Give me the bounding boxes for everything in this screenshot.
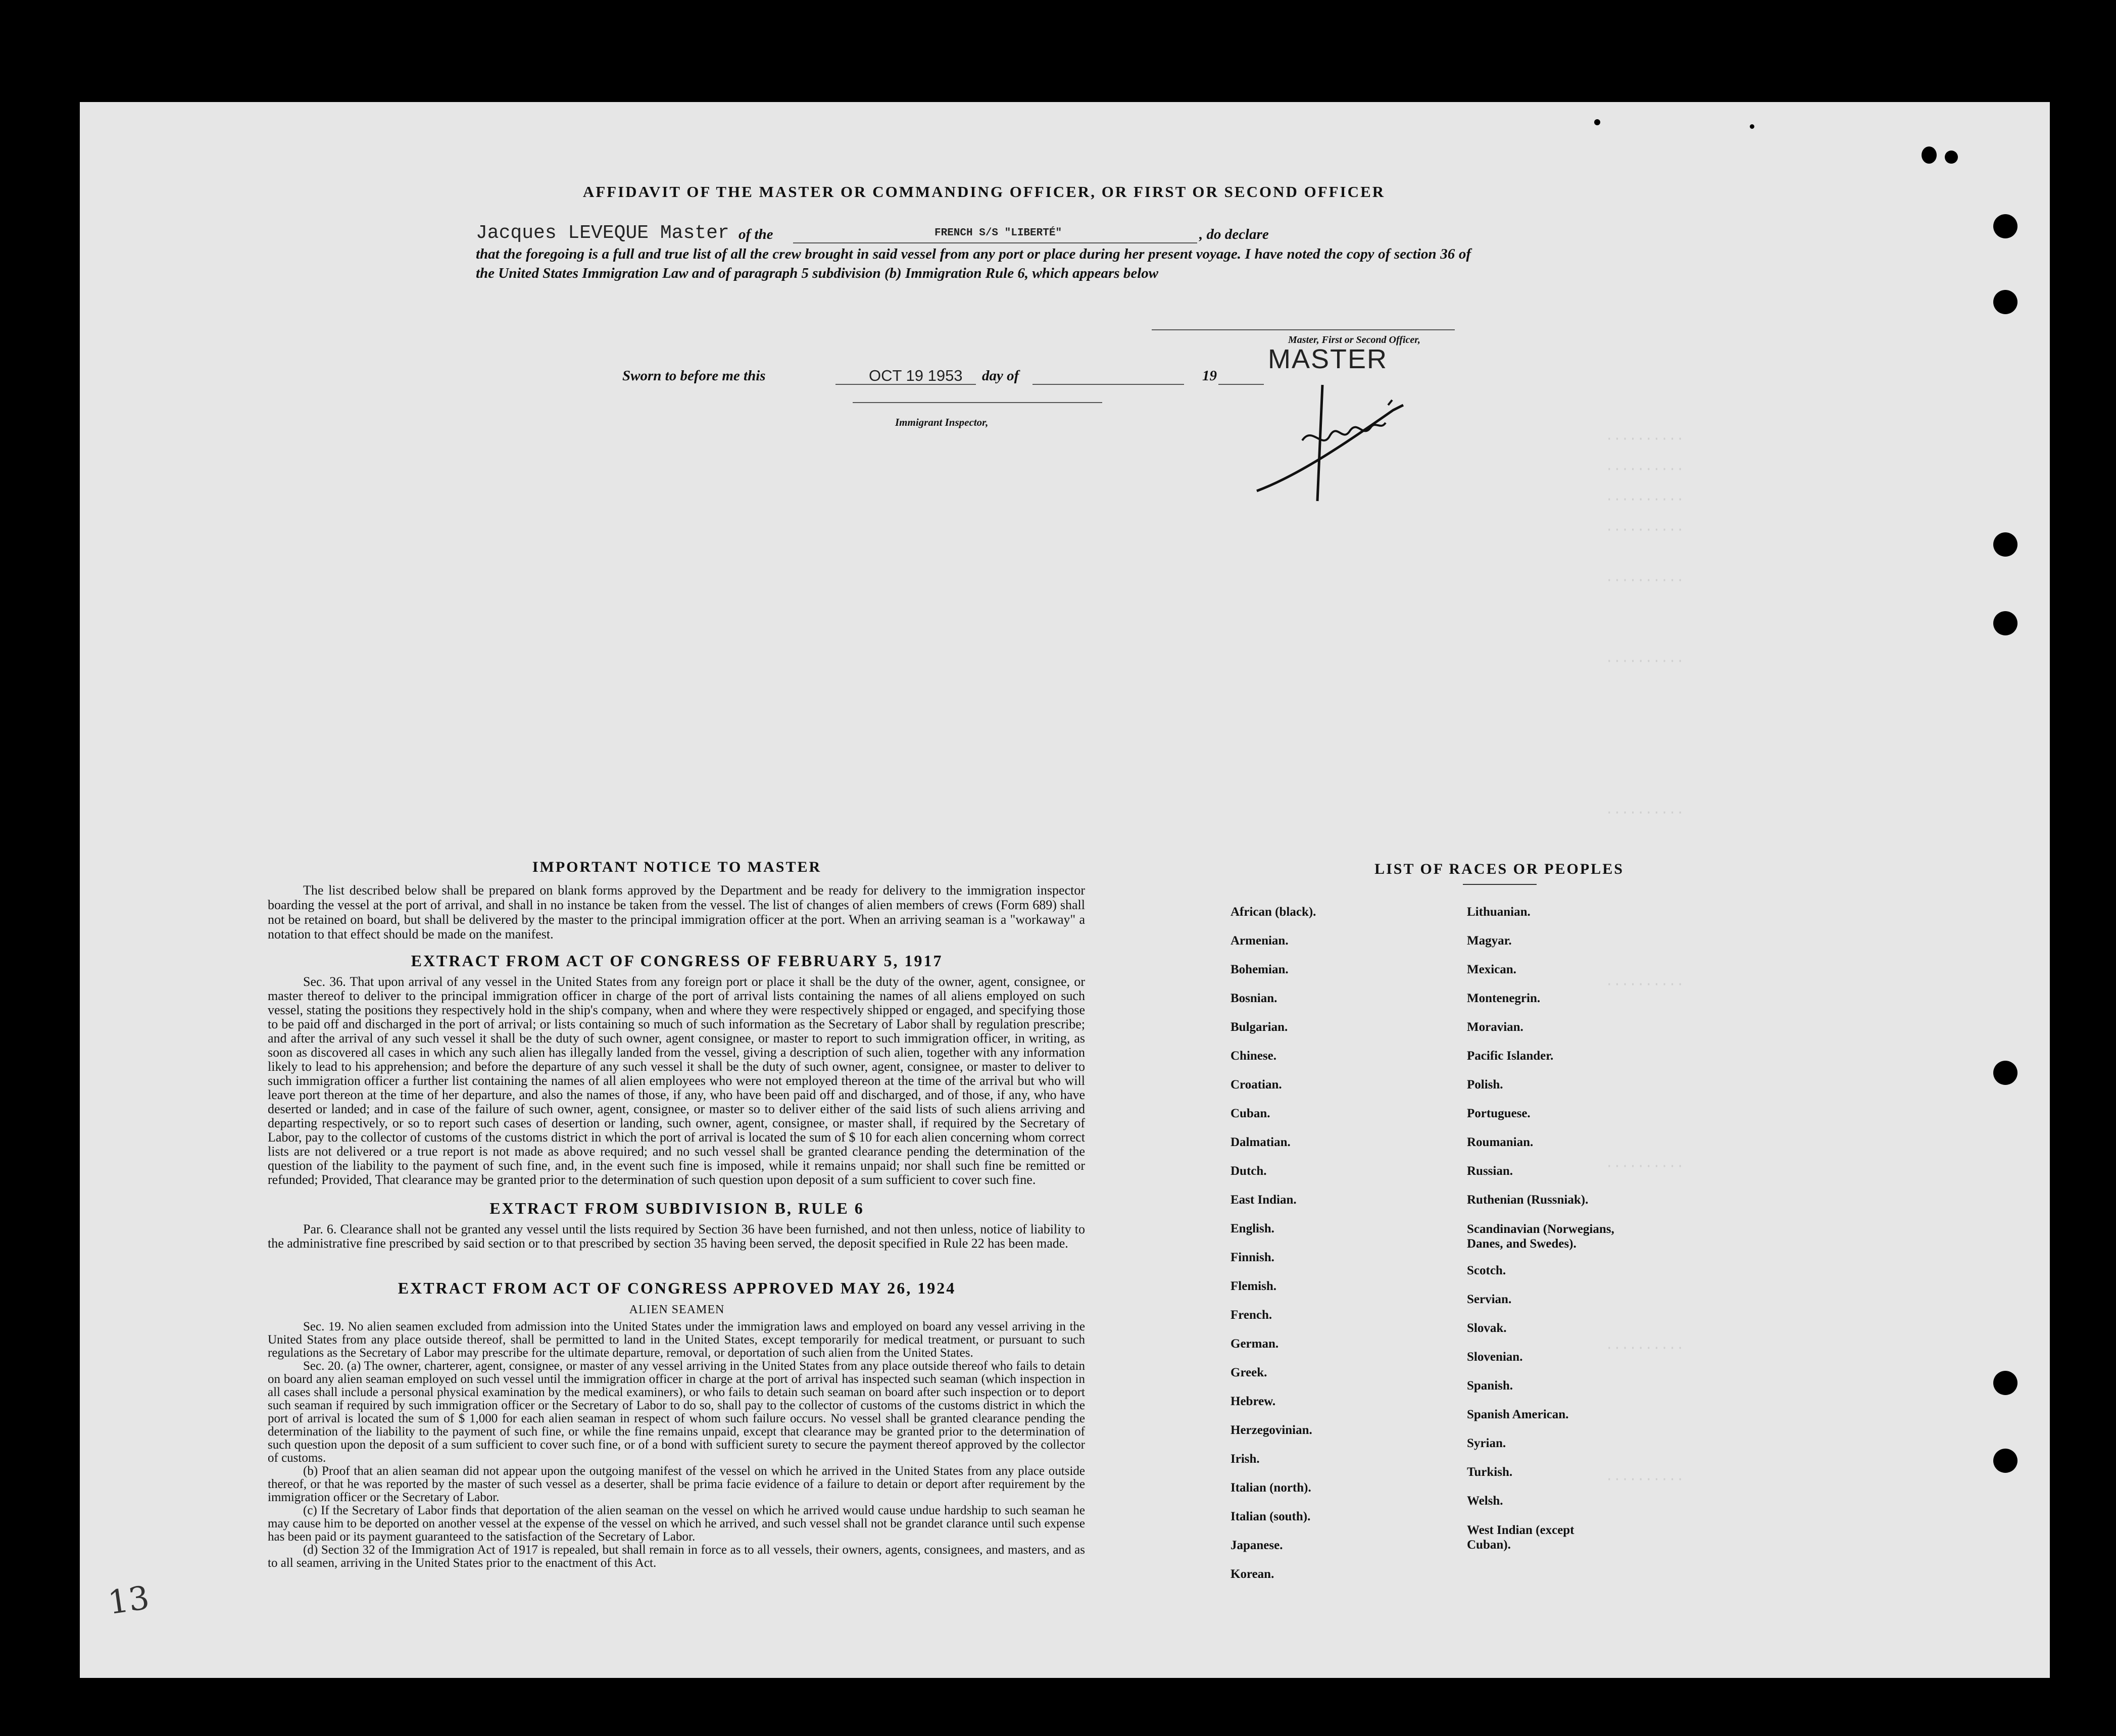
race-item: Korean. bbox=[1231, 1567, 1274, 1581]
section-20a-paragraph: Sec. 20. (a) The owner, charterer, agent, consignee, or master of any vessel arriving in the United States from any place outside thereof who fails to detain on board any alien seaman employed on such vessel until the immigration officer in charge at the port of arrival has inspected such seaman (which inspection in all cases shall include a personal physical examination by the medical examiners), or who fails to detain such seaman on board after such inspection or to deport such seaman if required by such immigration officer or the Secretary of Labor to do so, shall pay to the collector of customs of the customs district in which the port of arrival is located the sum of $ 1,000 for each alien seaman in respect of whom such failure occurs. No vessel shall be granted clearance pending the determination of the liability to the payment of such fine, or while the fine remains unpaid, except that clearance may be granted prior to the determination of such question upon the deposit of a sum sufficient to cover such fine, or of a bond with sufficient surety to secure the payment thereof approved by the collector of customs. bbox=[268, 1359, 1085, 1465]
race-item: Magyar. bbox=[1467, 934, 1512, 948]
declaration-line bbox=[476, 222, 1511, 247]
race-item: Slovak. bbox=[1467, 1321, 1507, 1335]
race-item: Irish. bbox=[1231, 1452, 1260, 1466]
year-line bbox=[1218, 384, 1264, 385]
race-item: Bulgarian. bbox=[1231, 1020, 1288, 1034]
section-20d-paragraph: (d) Section 32 of the Immigration Act of 1917 is repealed, but shall remain in force as to all vessels, their owners, agents, consignees, and masters, and as to all seamen, arriving in the United States prior to the enactment of this Act. bbox=[268, 1543, 1085, 1570]
declaration-text: that the foregoing is a full and true list of all the crew brought in said vessel from any port or place during her present voyage. I have noted the copy of section 36 of the United States Immigration Law and of paragraph 5 subdivision (b) Immigration Rule 6, which appears below bbox=[476, 246, 1471, 281]
race-item: Montenegrin. bbox=[1467, 991, 1541, 1005]
notice-paragraph: The list described below shall be prepared on blank forms approved by the Department and be ready for delivery to the immigration inspector boarding the vessel at the port of arrival, and shall in no instance be taken from the vessel. The list of changes of alien members of crews (Form 689) shall not be retained on board, but shall be delivered by the master to the principal immigration officer at the port. When an arriving seaman is a "workaway" a notation to that effect should be made on the manifest. bbox=[268, 883, 1085, 941]
margin-page-number: 13 bbox=[106, 1579, 152, 1622]
race-item: Slovenian. bbox=[1467, 1350, 1523, 1364]
binder-hole bbox=[1993, 611, 2017, 635]
race-item: Portuguese. bbox=[1467, 1107, 1531, 1120]
day-of-label: day of bbox=[982, 368, 1019, 384]
section-36-paragraph: Sec. 36. That upon arrival of any vessel in the United States from any foreign port or place it shall be the duty of the owner, agent, consignee, or master thereof to deliver to the principal immigration officer in charge of the port of arrival lists containing the names of all aliens employed on such vessel, stating the positions they respectively hold in the ship's company, when and where they were respectively shipped or engaged, and specifying those to be paid off and discharged in the port of arrival; or lists containing so much of such information as the Secretary of Labor shall by regulation prescribe; and after the arrival of any such vessel it shall be the duty of such owner, agent consignee, or master to report to such immigration officer, in writing, as soon as discovered all cases in which any such alien has illegally landed from the vessel, giving a description of such alien, together with any information likely to lead to his apprehension; and before the departure of any such vessel it shall be the duty of such owner, agent, consignee, or master to deliver to such immigration officer a further list containing the names of all alien employees who were not employed thereon at the time of the arrival but who will leave port thereon at the time of her departure, and also the names of those, if any, who have been paid off and discharged, and of those, if any, who have deserted or landed; and in case of the failure of such owner, agent, consignee, or master so to deliver either of the said lists of such aliens arriving and departing respectively, or so to report such cases of desertion or landing, such owner, agent, consignee, or master shall, if required by the Secretary of Labor, pay to the collector of customs of the customs district in which the port of arrival is located the sum of $ 10 for each alien concerning whom correct lists are not delivered or a true report is not made as above required; and no such vessel shall be granted clearance pending the determination of the question of the liability to the payment of such fine, and, in the event such fine is imposed, while it remains unpaid; nor shall such fine be remitted or refunded; Provided, That clearance may be granted prior to the determination of such question upon deposit of a sum sufficient to cover such fine. bbox=[268, 974, 1085, 1187]
ink-speck bbox=[1594, 119, 1600, 125]
ink-speck bbox=[1922, 146, 1937, 164]
race-item: Mexican. bbox=[1467, 963, 1516, 976]
race-item: Spanish. bbox=[1467, 1379, 1513, 1393]
race-item: Scotch. bbox=[1467, 1264, 1506, 1277]
vessel-name: FRENCH S/S "LIBERTÉ" bbox=[934, 227, 1062, 239]
race-item: Syrian. bbox=[1467, 1436, 1506, 1450]
race-item: Herzegovinian. bbox=[1231, 1423, 1312, 1437]
of-the-label: of the bbox=[739, 226, 773, 242]
ink-speck bbox=[1750, 124, 1754, 129]
binder-hole bbox=[1993, 214, 2017, 238]
sworn-line bbox=[622, 365, 1380, 390]
race-item: Croatian. bbox=[1231, 1078, 1282, 1092]
binder-hole bbox=[1993, 290, 2017, 314]
vessel-line bbox=[793, 242, 1197, 243]
race-item: Lithuanian. bbox=[1467, 905, 1531, 919]
extract-1924-title: EXTRACT FROM ACT OF CONGRESS APPROVED MAY 26, 1924 bbox=[398, 1279, 956, 1297]
year-prefix: 19 bbox=[1202, 368, 1217, 384]
officer-label: Master, First or Second Officer, bbox=[1288, 334, 1420, 345]
race-item: Dalmatian. bbox=[1231, 1135, 1291, 1149]
race-item: Turkish. bbox=[1467, 1465, 1513, 1479]
race-item: African (black). bbox=[1231, 905, 1316, 919]
sworn-prefix: Sworn to before me this bbox=[622, 368, 766, 384]
officer-stamp: MASTER bbox=[1268, 344, 1388, 374]
notice-title: IMPORTANT NOTICE TO MASTER bbox=[532, 859, 822, 875]
race-item: Welsh. bbox=[1467, 1494, 1503, 1508]
races-title: LIST OF RACES OR PEOPLES bbox=[1374, 861, 1624, 877]
race-item: Italian (south). bbox=[1231, 1510, 1311, 1523]
race-item: Greek. bbox=[1231, 1366, 1267, 1379]
race-item: East Indian. bbox=[1231, 1193, 1297, 1207]
race-item: Scandinavian (Norwegians, Danes, and Swedes). bbox=[1467, 1222, 1614, 1251]
race-item: Pacific Islander. bbox=[1467, 1049, 1554, 1063]
binder-hole bbox=[1993, 1449, 2017, 1473]
extract-1917-text bbox=[268, 975, 1085, 1187]
paragraph-6: Par. 6. Clearance shall not be granted any vessel until the lists required by Section 36 have been furnished, and not then unless, notice of liability to the administrative fine prescribed by said section or to that prescribed by section 35 having been served, the deposit specified in Rule 22 has been made. bbox=[268, 1222, 1085, 1251]
race-item: Servian. bbox=[1467, 1293, 1512, 1306]
notice-text bbox=[268, 883, 1085, 941]
affidavit-title: AFFIDAVIT OF THE MASTER OR COMMANDING OFFICER, OR FIRST OR SECOND OFFICER bbox=[582, 183, 1386, 201]
section-20b-paragraph: (b) Proof that an alien seaman did not appear upon the outgoing manifest of the vessel on which he arrived in the United States from any place outside thereof, or that he was reported by the master of such vessel as a deserter, shall be prima facie evidence of a failure to detain or deport after requirement by the immigration officer or the Secretary of Labor. bbox=[268, 1464, 1085, 1504]
race-item: Italian (north). bbox=[1231, 1481, 1311, 1495]
officer-signature-line bbox=[1152, 329, 1455, 330]
race-item: French. bbox=[1231, 1308, 1272, 1322]
alien-seamen-subtitle: ALIEN SEAMEN bbox=[629, 1303, 725, 1316]
inspector-signature-line bbox=[853, 402, 1102, 403]
master-name: Jacques LEVEQUE Master bbox=[476, 222, 729, 244]
race-item: Bohemian. bbox=[1231, 963, 1289, 976]
race-item: Japanese. bbox=[1231, 1539, 1283, 1552]
subdivision-title: EXTRACT FROM SUBDIVISION B, RULE 6 bbox=[489, 1199, 864, 1217]
race-item: English. bbox=[1231, 1222, 1274, 1235]
race-item: Moravian. bbox=[1467, 1020, 1523, 1034]
race-item: Ruthenian (Russniak). bbox=[1467, 1193, 1589, 1207]
sworn-date: OCT 19 1953 bbox=[869, 367, 963, 384]
binder-hole bbox=[1993, 1061, 2017, 1085]
document-page: ·········· ·········· ·········· ·········· ·········· ·········· ·········· ·········· ·········· ·········· ·········· AFFIDAVIT OF THE MASTER OR COMMANDING OFFICER, OR FIRST OR SECOND OFFICER Jacques LEVEQUE Master of the FRENCH S/S "LIBERTÉ" , do declare that the foregoing is a full and true list of all the crew brought in said vessel from any port or place during her present voyage. I have noted the copy of section 36 of the United States Immigration Law and of paragraph 5 subdivision (b) Immigration Rule 6, which appears below Master, First or Second Officer, MASTER Sworn to before me this OCT 19 1953 day of 19 Immigrant Inspector, IMPORTANT NOTICE TO MASTER The list described below shall be prepared on blank forms approved by the Department and be ready for delivery to the immigration inspector boarding the vessel at the port of arrival, and shall in no instance be taken from the vessel. The list of changes of alien members of crews (Form 689) shall not be retained on board, but shall be delivered by the master to the principal immigration officer at the port. When an arriving seaman is a "workaway" a notation to that effect should be made on the manifest. EXTRACT FROM ACT OF CONGRESS OF FEBRUARY 5, 1917 Sec. 36. That upon arrival of any vessel in the United States from any foreign port or place it shall be the duty of the owner, agent, consignee, or master thereof to deliver to the principal immigration officer in charge of the port of arrival lists containing the names of all aliens employed on such vessel, stating the positions they respectively hold in the ship's company, when and where they were respectively shipped or engaged, and specifying those to be paid off and discharged in the port of arrival; or lists containing so much of such information as the Secretary of Labor shall by regulation prescribe; and after the arrival of any such vessel it shall be the duty of such owner, agent consignee, or master to report to such immigration officer, in writing, as soon as discovered all cases in which any such alien has illegally landed from the vessel, giving a description of such alien, together with any information likely to lead to his apprehension; and before the departure of any such vessel it shall be the duty of such owner, agent, consignee, or master to deliver to such immigration officer a further list containing the names of all alien employees who were not employed thereon at the time of the arrival but who will leave port thereon at the time of her departure, and also the names of those, if any, who have been paid off and discharged, and of those, if any, who have deserted or landed; and in case of the failure of such owner, agent, consignee, or master so to deliver either of the said lists of such aliens arriving and departing respectively, or so to report such cases of desertion or landing, such owner, agent, consignee, or master shall, if required by the Secretary of Labor, pay to the collector of customs of the customs district in which the port of arrival is located the sum of $ 10 for each alien concerning whom correct lists are not delivered or a true report is not made as above required; and no such vessel shall be granted clearance pending the determination of the question of the liability to the payment of such fine, and, in the event such fine is imposed, while it remains unpaid; nor shall such fine be remitted or refunded; Provided, That clearance may be granted prior to the determination of such question upon deposit of a sum sufficient to cover such fine. EXTRACT FROM SUBDIVISION B, RULE 6 Par. 6. Clearance shall not be granted any vessel until the lists required by Section 36 have been furnished, and not then unless, notice of liability to the administrative fine prescribed by said section or to that prescribed by section 35 having been served, the deposit specified in Rule 22 has been made. EXTRACT FROM ACT OF CONGRESS APPROVED MAY 26, 1924 ALIEN SEAMEN Sec. 19. No alien seamen excluded from admission into the United States under the immigration laws and employed on board any vessel arriving in the United States from any place outside thereof, shall be permitted to land in the United States, except temporarily for medical treatment, or pursuant to such regulations as the Secretary of Labor may prescribe for the ultimate departure, removal, or deportation of such alien from the United States. Sec. 20. (a) The owner, charterer, agent, consignee, or master of any vessel arriving in the United States from any place outside thereof who fails to detain on board any alien seaman employed on such vessel until the immigration officer in charge at the port of arrival has inspected such seaman (which inspection in all cases shall include a personal physical examination by the medical examiners), or who fails to detain such seaman on board after such inspection or to deport such seaman if required by such immigration officer or the Secretary of Labor to do so, shall pay to the collector of customs of the customs district in which the port of arrival is located the sum of $ 1,000 for each alien seaman in respect of whom such failure occurs. No vessel shall be granted clearance pending the determination of the liability to the payment of such fine, or while the fine remains unpaid, except that clearance may be granted prior to the determination of such question upon the deposit of a sum sufficient to cover such fine, or of a bond with sufficient surety to secure the payment thereof approved by the collector of customs. (b) Proof that an alien seaman did not appear upon the outgoing manifest of the vessel on which he arrived in the United States from any place outside thereof, or that he was reported by the master of such vessel as a deserter, shall be prima facie evidence of a failure to detain or deport after requirement by the immigration officer or the Secretary of Labor. (c) If the Secretary of Labor finds that deportation of the alien seaman on the vessel on which he arrived would cause undue hardship to such seaman he may cause him to be deported on another vessel at the expense of the vessel on which he arrived, and such vessel shall not be grandet clarance until such expense has been paid or its payment guaranteed to the satisfaction of the Secretary of Labor. (d) Section 32 of the Immigration Act of 1917 is repealed, but shall remain in force as to all vessels, their owners, agents, consignees, and masters, and as to all seamen, arriving in the United States prior to the enactment of this Act. LIST OF RACES OR PEOPLES African (black). Armenian. Bohemian. Bosnian. Bulgarian. Chinese. Croatian. Cuban. Dalmatian. Dutch. East Indian. English. Finnish. Flemish. French. German. Greek. Hebrew. Herzegovinian. Irish. Italian (north). Italian (south). Japanese. Korean. Lithuanian. Magyar. Mexican. Montenegrin. Moravian. Pacific Islander. Polish. Portuguese. Roumanian. Russian. Ruthenian (Russniak). Scandinavian (Norwegians, Danes, and Swedes). Scotch. Servian. Slovak. Slovenian. Spanish. Spanish American. Syrian. Turkish. Welsh. West Indian (except Cuban). 13 bbox=[80, 102, 2050, 1678]
handwritten-signature bbox=[1242, 375, 1444, 506]
race-item: Flemish. bbox=[1231, 1279, 1276, 1293]
race-item: Polish. bbox=[1467, 1078, 1503, 1092]
subdivision-text bbox=[268, 1222, 1085, 1251]
race-item: Chinese. bbox=[1231, 1049, 1276, 1063]
extract-1917-title: EXTRACT FROM ACT OF CONGRESS OF FEBRUARY 5, 1917 bbox=[411, 952, 943, 970]
race-item: Cuban. bbox=[1231, 1107, 1270, 1120]
race-item: German. bbox=[1231, 1337, 1279, 1351]
race-item: Dutch. bbox=[1231, 1164, 1267, 1178]
section-20c-paragraph: (c) If the Secretary of Labor finds that deportation of the alien seaman on the vessel on which he arrived would cause undue hardship to such seaman he may cause him to be deported on another vessel at the expense of the vessel on which he arrived, and such vessel shall not be grandet clarance until such expense has been paid or its payment guaranteed to the satisfaction of the Secretary of Labor. bbox=[268, 1504, 1085, 1544]
race-item: Spanish American. bbox=[1467, 1408, 1569, 1421]
binder-hole bbox=[1993, 1371, 2017, 1395]
inspector-label: Immigrant Inspector, bbox=[895, 416, 989, 428]
race-item: Hebrew. bbox=[1231, 1395, 1276, 1408]
do-declare-label: , do declare bbox=[1199, 226, 1269, 242]
race-item: Finnish. bbox=[1231, 1251, 1274, 1264]
race-item: West Indian (except Cuban). bbox=[1467, 1523, 1574, 1552]
race-item: Roumanian. bbox=[1467, 1135, 1534, 1149]
section-19-paragraph: Sec. 19. No alien seamen excluded from admission into the United States under the immigration laws and employed on board any vessel arriving in the United States from any place outside thereof, shall be permitted to land in the United States, except temporarily for medical treatment, or pursuant to such regulations as the Secretary of Labor may prescribe for the ultimate departure, removal, or deportation of such alien from the United States. bbox=[268, 1320, 1085, 1360]
binder-hole bbox=[1993, 532, 2017, 557]
race-item: Armenian. bbox=[1231, 934, 1289, 948]
race-item: Russian. bbox=[1467, 1164, 1513, 1178]
races-title-underline bbox=[1463, 884, 1537, 885]
ink-speck bbox=[1945, 151, 1958, 164]
extract-1924-text bbox=[268, 1320, 1085, 1570]
month-line bbox=[1032, 384, 1184, 385]
race-item: Bosnian. bbox=[1231, 991, 1277, 1005]
